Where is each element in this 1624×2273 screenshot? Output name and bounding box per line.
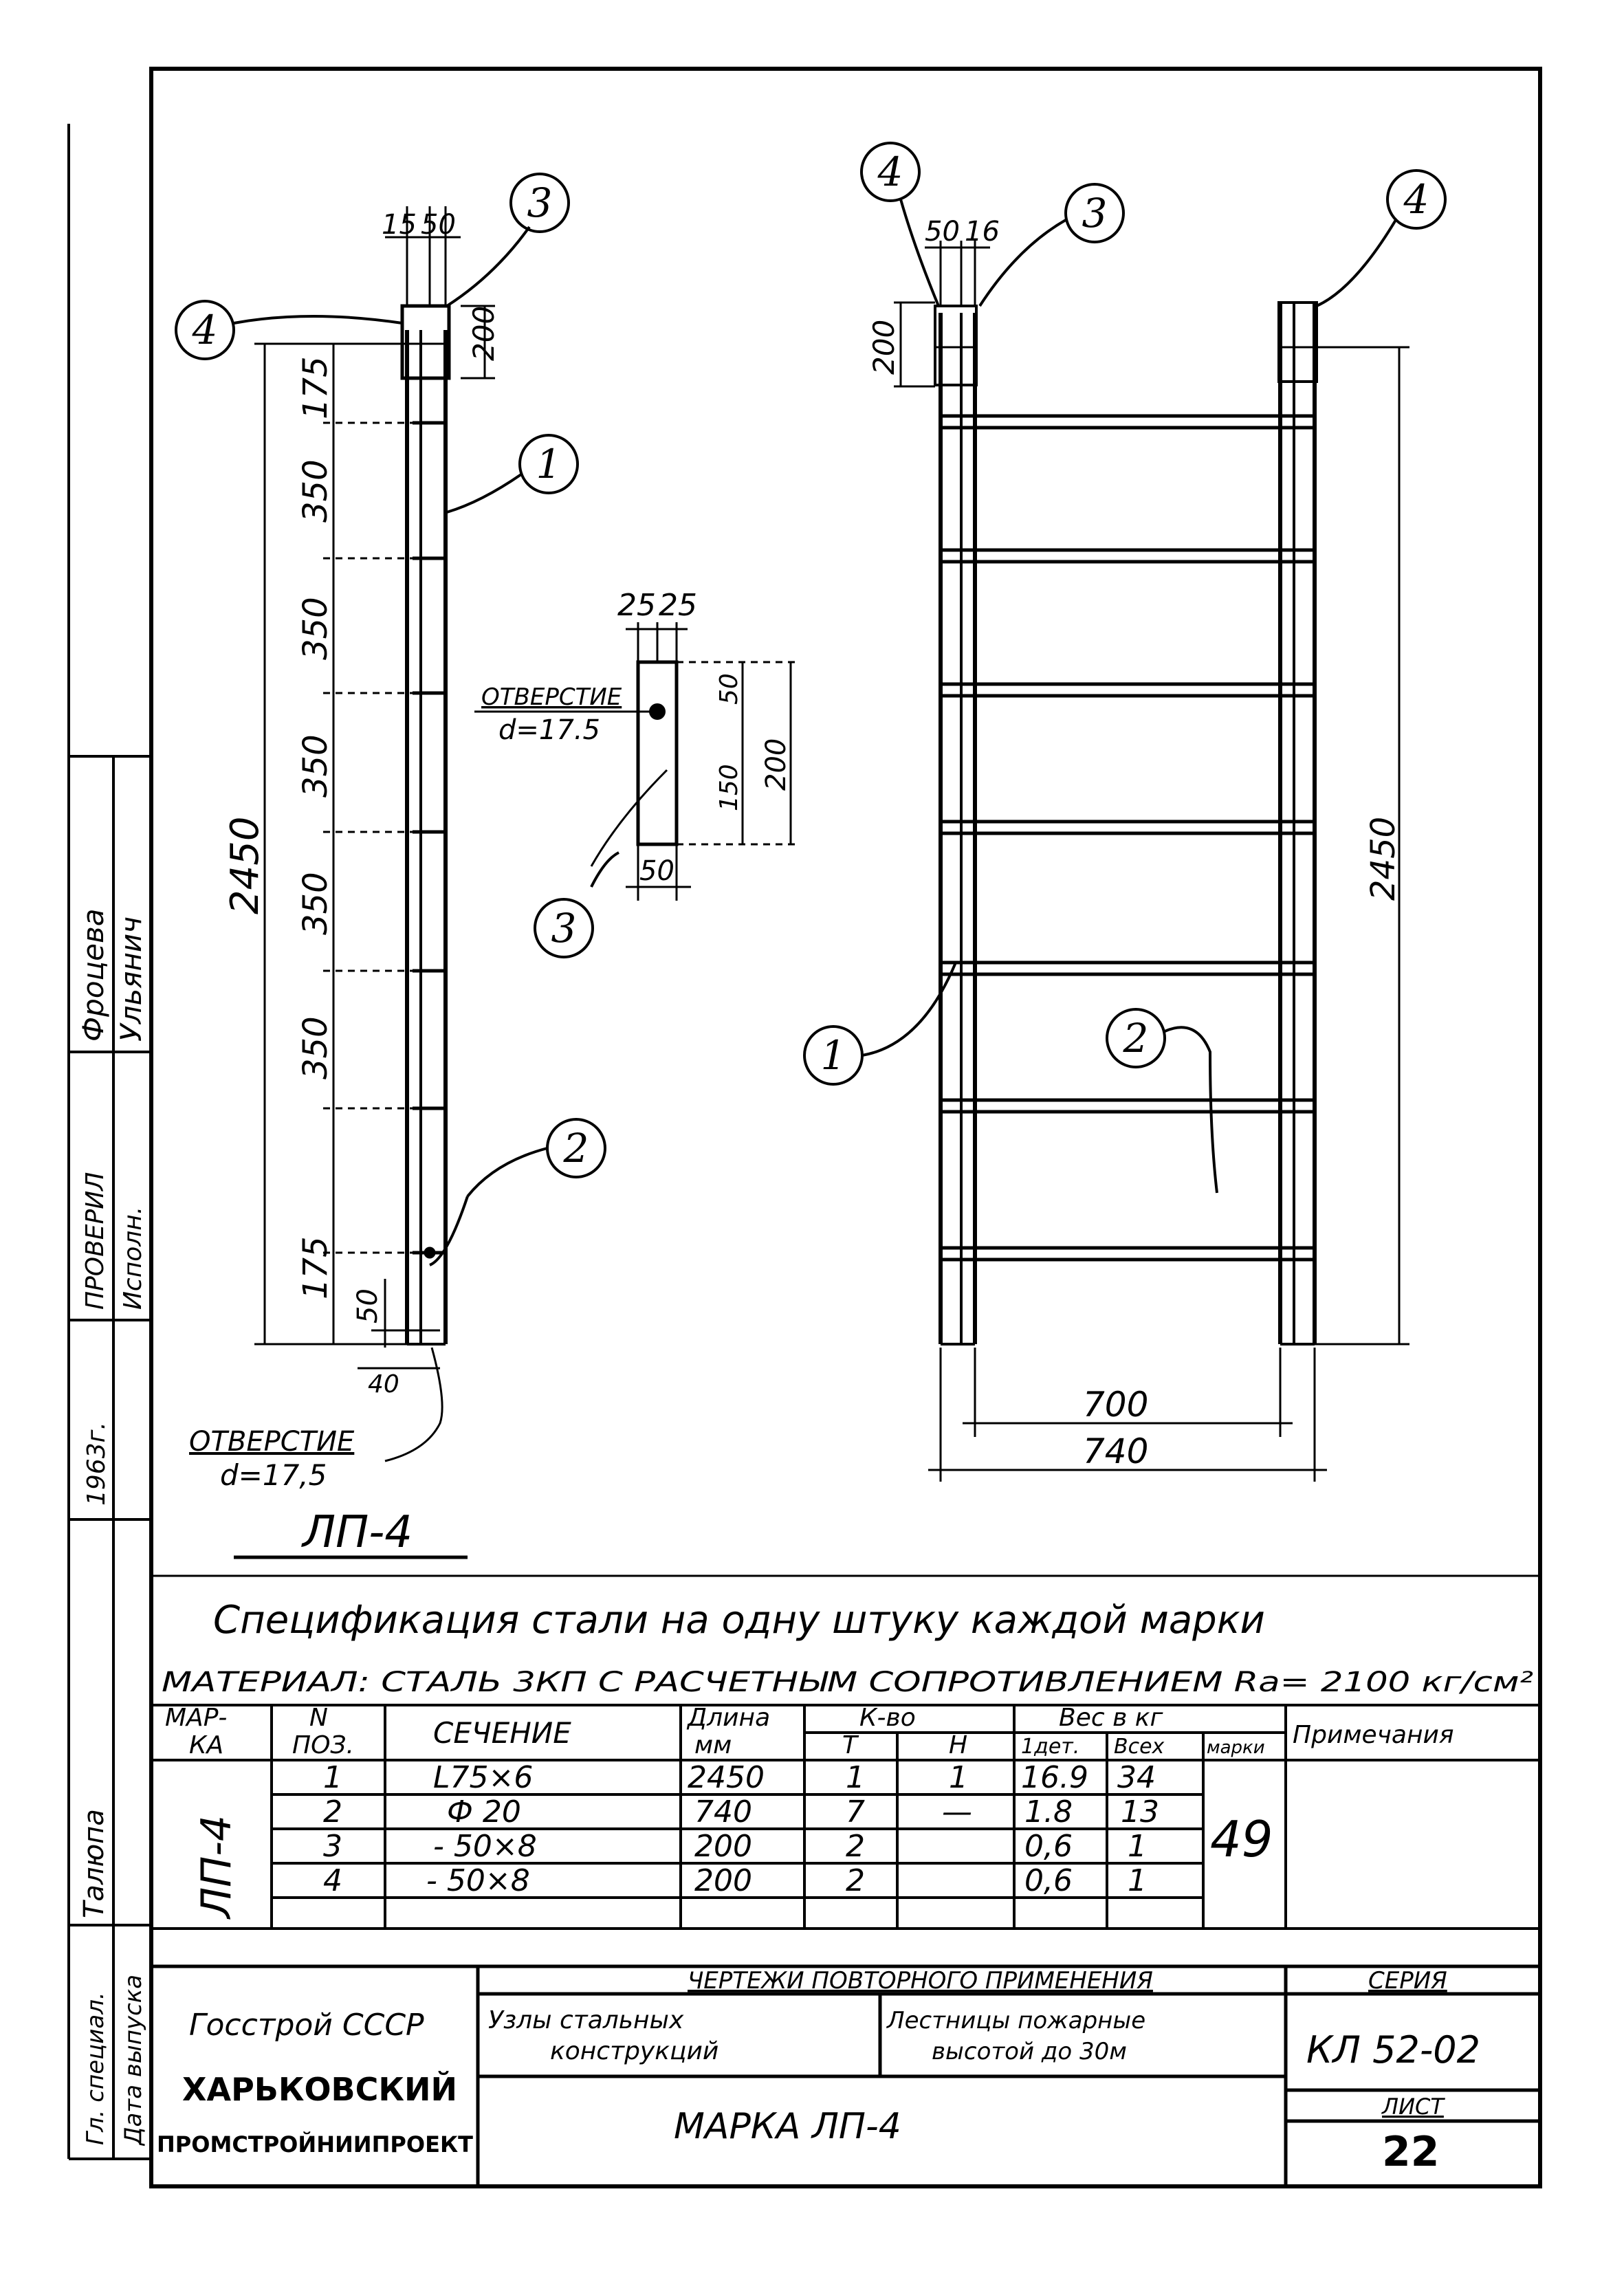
hdr-weight-mark: марки [1207, 1737, 1265, 1758]
left-spacing-2: 350 [296, 459, 335, 523]
table-row [323, 1863, 1147, 1898]
drawing-title: ЛП-4 [303, 1507, 413, 1558]
stamp-name-1: Фроцева [76, 908, 110, 1042]
table-mark-weight: 49 [1210, 1810, 1273, 1868]
callout-1-left: 1 [536, 441, 562, 487]
hdr-length-2: мм [694, 1731, 732, 1759]
org-line-2: ХАРЬКОВСКИЙ [182, 2071, 457, 2108]
cell-weight-one: 0,6 [1024, 1829, 1073, 1864]
left-spacing-6: 350 [296, 1016, 335, 1079]
left-spacing-1: 175 [296, 356, 335, 419]
cell-weight-all: 34 [1117, 1760, 1156, 1795]
cell-section: Ф 20 [447, 1794, 521, 1830]
stamp-role-executed: Исполн. [119, 1206, 147, 1310]
callout-4-left: 4 [192, 307, 218, 353]
subject-1: Узлы стальных [488, 2006, 684, 2034]
detail-dim-width: 50 [639, 855, 674, 887]
hdr-qty-t: Т [842, 1731, 857, 1759]
callout-4-front: 4 [877, 149, 903, 195]
stamp-role-chief: Гл. специал. [82, 1992, 109, 2145]
title-header: ЧЕРТЕЖИ ПОВТОРНОГО ПРИМЕНЕНИЯ [688, 1967, 1153, 1995]
detail-top-dim-1: 25 [617, 588, 656, 623]
cell-length: 200 [694, 1863, 752, 1898]
hdr-length-1: Длина [688, 1704, 771, 1732]
cell-pos: 2 [323, 1794, 342, 1830]
left-spacing-3: 350 [296, 597, 335, 660]
left-plate-dim: 200 [467, 305, 501, 361]
left-spacing-4: 350 [296, 734, 335, 798]
plate-detail [474, 622, 798, 901]
hdr-weight-one: 1дет. [1021, 1735, 1080, 1759]
front-view [894, 241, 1409, 1482]
front-height-dim: 2450 [1364, 816, 1403, 901]
cell-weight-all: 13 [1121, 1794, 1159, 1830]
table-row [323, 1760, 1156, 1795]
stamp-role-date: Дата выпуска [120, 1974, 147, 2145]
callout-4-front-right: 4 [1403, 176, 1429, 223]
detail-hole-label: ОТВЕРСТИЕ [481, 683, 622, 711]
table-mark: ЛП-4 [193, 1814, 241, 1918]
left-top-dim-15: 15 [382, 209, 417, 241]
left-side-view [254, 206, 495, 1461]
left-bottom-dim-50: 50 [352, 1288, 384, 1324]
callout-3-front: 3 [1082, 190, 1108, 237]
left-hole-diameter: d=17,5 [220, 1458, 327, 1492]
cell-qty-t: 2 [846, 1863, 865, 1898]
subject-2: конструкций [550, 2037, 719, 2065]
detail-dim-50: 50 [715, 673, 743, 705]
hdr-weight-all: Всех [1114, 1735, 1165, 1759]
product-1: Лестницы пожарные [887, 2007, 1146, 2034]
org-line-1: Госстрой СССР [189, 2008, 424, 2043]
callout-bubbles [176, 143, 1445, 1265]
cell-length: 740 [694, 1794, 752, 1830]
left-spacing-5: 350 [296, 872, 335, 935]
material-line: МАТЕРИАЛ: СТАЛЬ 3КП С РАСЧЕТНЫМ СОПРОТИВЛЕНИЕМ Rа= 2100 кг/см² [162, 1667, 1533, 1698]
callout-2-front: 2 [1123, 1015, 1149, 1062]
cell-qty-t: 2 [846, 1829, 865, 1864]
hdr-weight: Вес в кг [1059, 1704, 1163, 1732]
table-row [323, 1829, 1147, 1864]
cell-weight-all: 1 [1128, 1863, 1147, 1898]
front-outer-width: 740 [1083, 1431, 1149, 1471]
hdr-pos-1: N [309, 1704, 328, 1732]
table-row [323, 1794, 1159, 1830]
front-plate-dim: 200 [867, 319, 901, 375]
cell-qty-t: 7 [846, 1794, 865, 1830]
series-label: СЕРИЯ [1368, 1967, 1447, 1995]
hdr-qty-n: Н [949, 1731, 968, 1759]
cell-weight-one: 0,6 [1024, 1863, 1073, 1898]
cell-section: - 50×8 [433, 1829, 537, 1864]
detail-dim-150: 150 [715, 764, 743, 811]
hdr-mark-2: КА [189, 1731, 224, 1759]
stamp-year: 1963г. [83, 1422, 111, 1506]
left-top-dim-50: 50 [421, 209, 456, 241]
cell-qty-n: 1 [949, 1760, 968, 1795]
callout-3-detail: 3 [551, 905, 577, 952]
detail-hole [649, 703, 666, 720]
cell-section: - 50×8 [426, 1863, 530, 1898]
left-bottom-dim-40: 40 [368, 1370, 399, 1398]
cell-weight-one: 1.8 [1024, 1794, 1073, 1830]
stamp-role-checked: ПРОВЕРИЛ [81, 1172, 109, 1310]
left-hole-label: ОТВЕРСТИЕ [189, 1426, 355, 1458]
left-total-dim: 2450 [223, 816, 267, 914]
sheet-label: ЛИСТ [1382, 2094, 1444, 2120]
org-line-3: ПРОМСТРОЙНИИПРОЕКТ [157, 2131, 474, 2157]
detail-hole-diameter: d=17.5 [498, 714, 600, 746]
cell-length: 200 [694, 1829, 752, 1864]
cell-qty-n: — [942, 1794, 972, 1830]
callout-1-front: 1 [820, 1032, 846, 1079]
cell-weight-one: 16.9 [1021, 1760, 1088, 1795]
cell-qty-t: 1 [846, 1760, 865, 1795]
sheet-number: 22 [1382, 2128, 1440, 2176]
callout-3-top: 3 [527, 179, 553, 226]
detail-top-dim-2: 25 [659, 588, 697, 623]
cell-section: L75×6 [433, 1760, 534, 1795]
stamp-name-3: Талюпа [78, 1809, 110, 1918]
stamp-name-2: Ульянич [114, 916, 148, 1042]
hdr-pos-2: ПОЗ. [292, 1731, 354, 1759]
spec-title: Спецификация стали на одну штуку каждой марки [213, 1598, 1265, 1643]
hdr-mark-1: МАР- [165, 1704, 228, 1732]
detail-dim-200: 200 [760, 738, 792, 791]
hdr-qty: К-во [859, 1704, 916, 1732]
product-2: высотой до 30м [932, 2038, 1127, 2065]
series-value: КЛ 52-02 [1306, 2028, 1481, 2072]
cell-length: 2450 [688, 1760, 765, 1795]
cell-pos: 1 [323, 1760, 342, 1795]
hdr-notes: Примечания [1293, 1721, 1454, 1749]
left-spacing-7: 175 [296, 1236, 335, 1299]
cell-pos: 3 [323, 1829, 342, 1864]
front-inner-width: 700 [1083, 1385, 1149, 1425]
front-top-dim-50: 50 [925, 216, 960, 248]
cell-weight-all: 1 [1128, 1829, 1147, 1864]
title-mark: МАРКА ЛП-4 [674, 2106, 901, 2147]
callout-2-left: 2 [563, 1125, 589, 1172]
hdr-section: СЕЧЕНИЕ [433, 1716, 571, 1750]
cell-pos: 4 [323, 1863, 342, 1898]
front-top-dim-16: 16 [965, 216, 1000, 248]
